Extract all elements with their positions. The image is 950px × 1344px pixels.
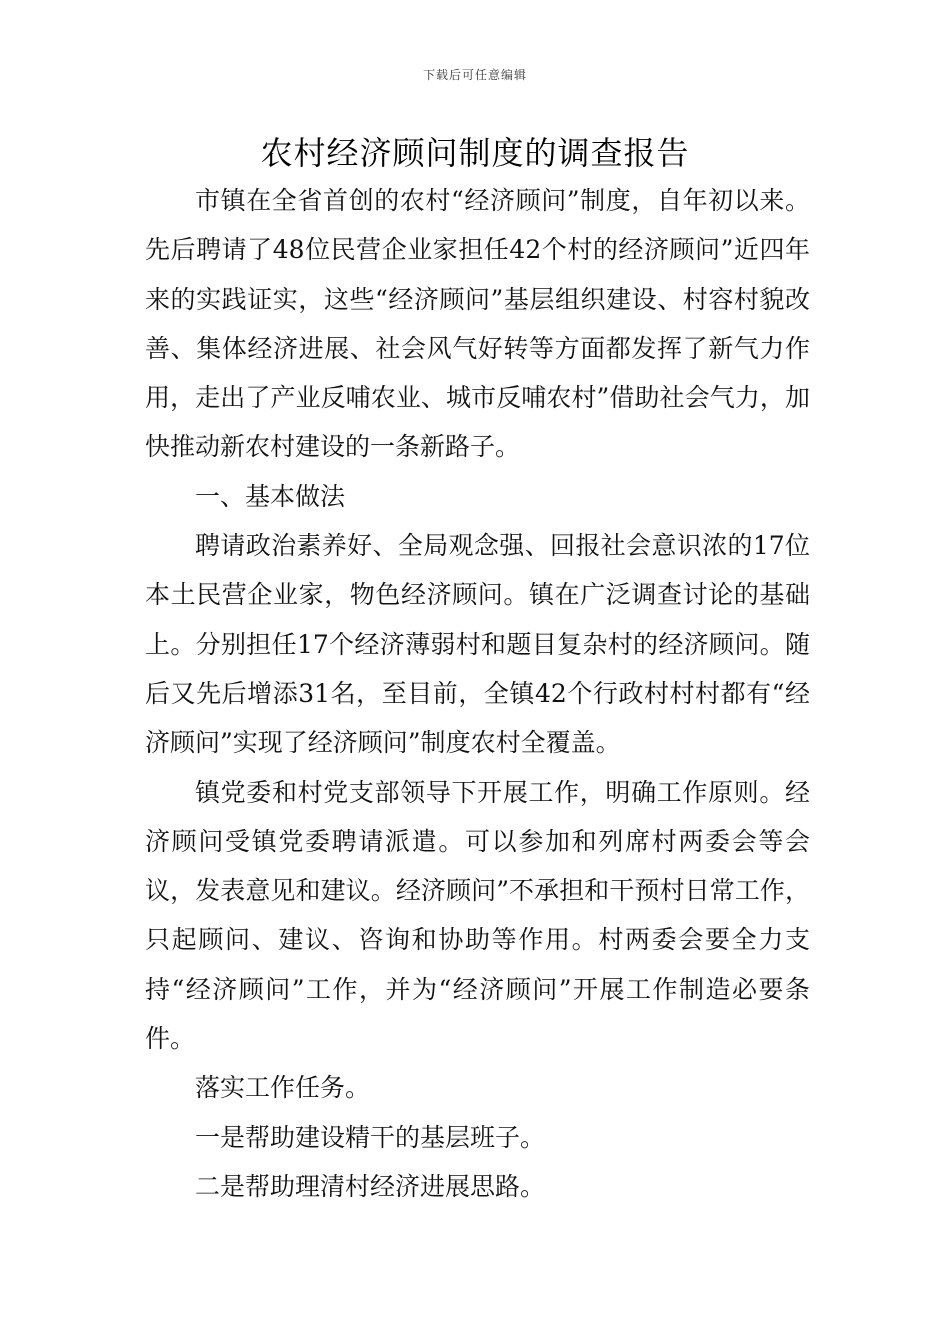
document-title: 农村经济顾问制度的调查报告 <box>260 134 690 172</box>
paragraph-task-two: 二是帮助理清村经济进展思路。 <box>195 1171 546 1201</box>
header-note: 下载后可任意编辑 <box>422 68 527 82</box>
paragraph-task-one: 一是帮助建设精干的基层班子。 <box>195 1122 546 1152</box>
paragraph-hiring: 聘请政治素养好、全局观念强、回报社会意识浓的17位本土民营企业家，物色经济顾问。镇在广泛调查讨论的基础上。分别担任17个经济薄弱村和题目复杂村的经济顾问。随后又先后增添31名，至目前，全镇42个行政村村村都有“经济顾问”实现了经济顾问”制度农村全覆盖。 <box>145 531 810 758</box>
paragraph-tasks: 落实工作任务。 <box>195 1073 371 1103</box>
document-body <box>145 176 810 1211</box>
paragraph-principles: 镇党委和村党支部领导下开展工作，明确工作原则。经济顾问受镇党委聘请派遣。可以参加和列席村两委会等会议，发表意见和建议。经济顾问”不承担和干预村日常工作，只起顾问、建议、咨询和协助等作用。村两委会要全力支持“经济顾问”工作，并为“经济顾问”开展工作制造必要条件。 <box>145 777 810 1054</box>
paragraph-intro: 市镇在全省首创的农村“经济顾问”制度，自年初以来。先后聘请了48位民营企业家担任42个村的经济顾问”近四年来的实践证实，这些“经济顾问”基层组织建设、村容村貌改善、集体经济进展、社会风气好转等方面都发挥了新气力作用，走出了产业反哺农业、城市反哺农村”借助社会气力，加快推动新农村建设的一条新路子。 <box>145 186 810 462</box>
section-heading-basic-methods: 一、基本做法 <box>195 481 346 511</box>
